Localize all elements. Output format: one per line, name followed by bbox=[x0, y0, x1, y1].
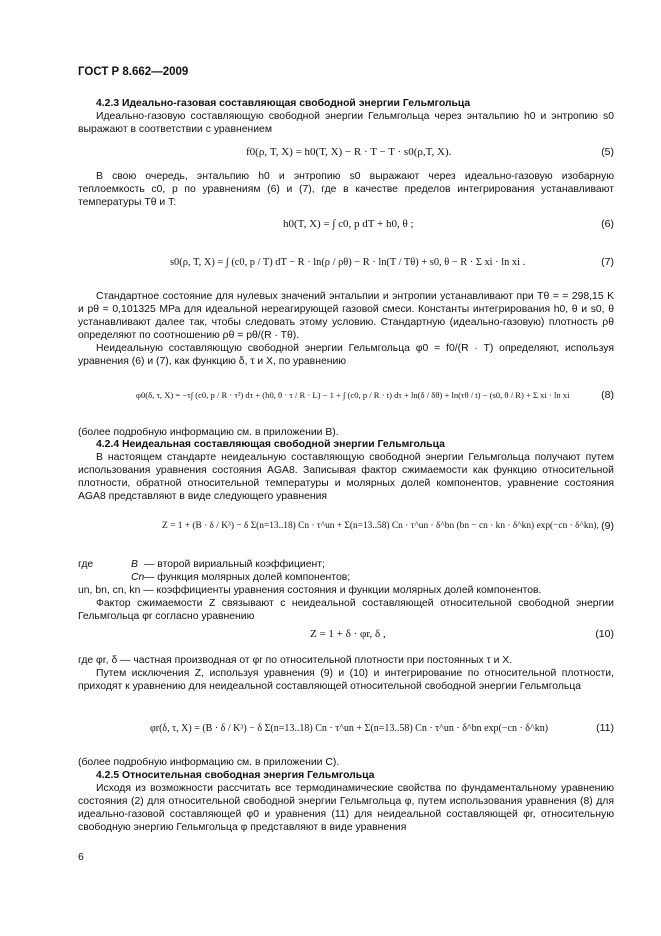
equation-7 bbox=[78, 256, 614, 274]
definition-text: un, bn, cn, kn — коэффициенты уравнения состояния и функции молярных долей компонентов. bbox=[78, 585, 542, 596]
paragraph: В свою очередь, энтальпию h0 и энтропию s0 выражают через идеально-газовую изобарную теплоемкость c0, p по уравнениям (6) и (7), где в качестве пределов интегрирования устанавливают температуры Tθ и T: bbox=[78, 171, 614, 208]
section-title: 4.2.5 Относительная свободная энергия Гельмгольца bbox=[96, 770, 375, 781]
definition-where: где bbox=[78, 559, 94, 570]
paragraph: В настоящем стандарте неидеальную составляющую свободной энергии Гельмгольца получают путем использования уравнения состояния AGA8. Записывая фактор сжимаемости как функцию относительной плотности, обратной относительной температуры и молярных долей компонентов, уравнение состояния AGA8 представляют в виде следующего уравнения bbox=[78, 452, 614, 502]
equation-5 bbox=[78, 146, 614, 164]
equation-text: s0(ρ, T, X) = ∫ (c0, p / T) dT − R · ln(ρ / ρθ) − R · ln(T / Tθ) + s0, θ − R · Σ xi · ln xi . bbox=[170, 257, 526, 268]
equation-number: (5) bbox=[601, 146, 614, 158]
paragraph-block bbox=[78, 290, 614, 368]
paragraph-block bbox=[78, 756, 614, 769]
definition-text: — функция молярных долей компонентов; bbox=[144, 572, 351, 583]
page-number: 6 bbox=[78, 851, 84, 863]
paragraph-block bbox=[78, 170, 614, 209]
section-4-2-5 bbox=[78, 769, 614, 834]
equation-text: h0(T, X) = ∫ c0, p dT + h0, θ ; bbox=[283, 218, 414, 230]
definition-symbol: Cn bbox=[131, 572, 145, 583]
definition-row bbox=[78, 571, 614, 584]
paragraph: (более подробную информацию см. в приложении В). bbox=[78, 427, 339, 438]
equation-number: (7) bbox=[601, 256, 614, 268]
paragraph: Стандартное состояние для нулевых значений энтальпии и энтропии устанавливают при Tθ = = 298,15 K и pθ = 0,101325 МРа для идеальной нереагирующей газовой смеси. Константы интегрирования h0, θ и s0, θ устанавливают далее так, чтобы следовать этому условию. Стандартную (идеально-газовую) плотность ρθ определяют по соотношению ρθ = pθ/(R · Tθ). bbox=[78, 291, 614, 341]
paragraph: где φr, δ — частная производная от φr по относительной плотности при постоянных τ и X. bbox=[78, 655, 513, 666]
equation-number: (8) bbox=[601, 389, 614, 401]
section-4-2-3 bbox=[78, 97, 614, 136]
equation-number: (11) bbox=[596, 722, 614, 734]
equation-text: f0(ρ, T, X) = h0(T, X) − R · T − T · s0(ρ,T, X). bbox=[246, 146, 452, 158]
equation-text: φ0(δ, τ, X) = −τ∫ (c0, p / R · τ²) dτ + (h0, θ · τ / R · L) − 1 + ∫ (c0, p / R · t) dτ + ln(δ / δθ) + ln(τθ / t) − (s0, θ / R) + Σ xi · ln xi bbox=[136, 390, 570, 400]
paragraph: Исходя из возможности рассчитать все термодинамические свойства по фундаментальному уравнению состояния (2) для относительной свободной энергии Гельмгольца φ, путем использования уравнения (8) для идеально-газовой составляющей φ0 и уравнения (11) для неидеальной составляющей φr, относительную свободную энергию Гельмгольца φ представляют в виде уравнения bbox=[78, 783, 614, 833]
equation-number: (6) bbox=[601, 218, 614, 230]
definition-row bbox=[78, 558, 614, 571]
equation-8 bbox=[78, 389, 614, 407]
equation-text: φr(δ, τ, X) = (B · δ / K³) − δ Σ(n=13..18) Cn · τ^un + Σ(n=13..58) Cn · τ^un · δ^bn exp(−cn · δ^kn) bbox=[150, 723, 549, 734]
equation-number: (9) bbox=[601, 520, 614, 532]
section-title: 4.2.3 Идеально-газовая составляющая свободной энергии Гельмгольца bbox=[96, 98, 471, 109]
section-title: 4.2.4 Неидеальная составляющая свободной энергии Гельмгольца bbox=[96, 439, 445, 450]
paragraph: Неидеальную составляющую свободной энергии Гельмгольца φ0 = f0/(R · T) определяют, используя уравнения (6) и (7), как функцию δ, τ и X, по уравнению bbox=[78, 343, 614, 367]
equation-11 bbox=[78, 722, 614, 740]
paragraph: (более подробную информацию см. в приложении С). bbox=[78, 757, 340, 768]
equation-6 bbox=[78, 218, 614, 236]
paragraph: Фактор сжимаемости Z связывают с неидеальной составляющей относительной свободной энергии Гельмгольца φr согласно уравнению bbox=[78, 598, 614, 622]
paragraph: Идеально-газовую составляющую свободной энергии Гельмгольца через энтальпию h0 и энтропию s0 выражают в соответствии с уравнением bbox=[78, 111, 614, 135]
equation-10 bbox=[78, 628, 614, 646]
section-4-2-4 bbox=[78, 438, 614, 503]
equation-9 bbox=[78, 520, 614, 538]
equation-number: (10) bbox=[595, 628, 614, 640]
paragraph-block bbox=[78, 654, 614, 693]
paragraph-block bbox=[78, 597, 614, 623]
document-header: ГОСТ Р 8.662—2009 bbox=[78, 66, 189, 78]
definition-row bbox=[78, 584, 614, 597]
equation-text: Z = 1 + (B · δ / K³) − δ Σ(n=13..18) Cn · τ^un + Σ(n=13..58) Cn · τ^un · δ^bn (bn − cn · kn · δ^kn) exp(−cn · δ^kn), bbox=[162, 521, 599, 531]
paragraph: Путем исключения Z, используя уравнения (9) и (10) и интегрирование по относительной плотности, приходят к уравнению для неидеальной составляющей относительной свободной энергии Гельмгольца bbox=[78, 668, 614, 692]
definition-text: — второй вириальный коэффициент; bbox=[144, 559, 325, 570]
equation-text: Z = 1 + δ · φr, δ , bbox=[310, 628, 386, 640]
definition-symbol: B bbox=[131, 559, 138, 570]
